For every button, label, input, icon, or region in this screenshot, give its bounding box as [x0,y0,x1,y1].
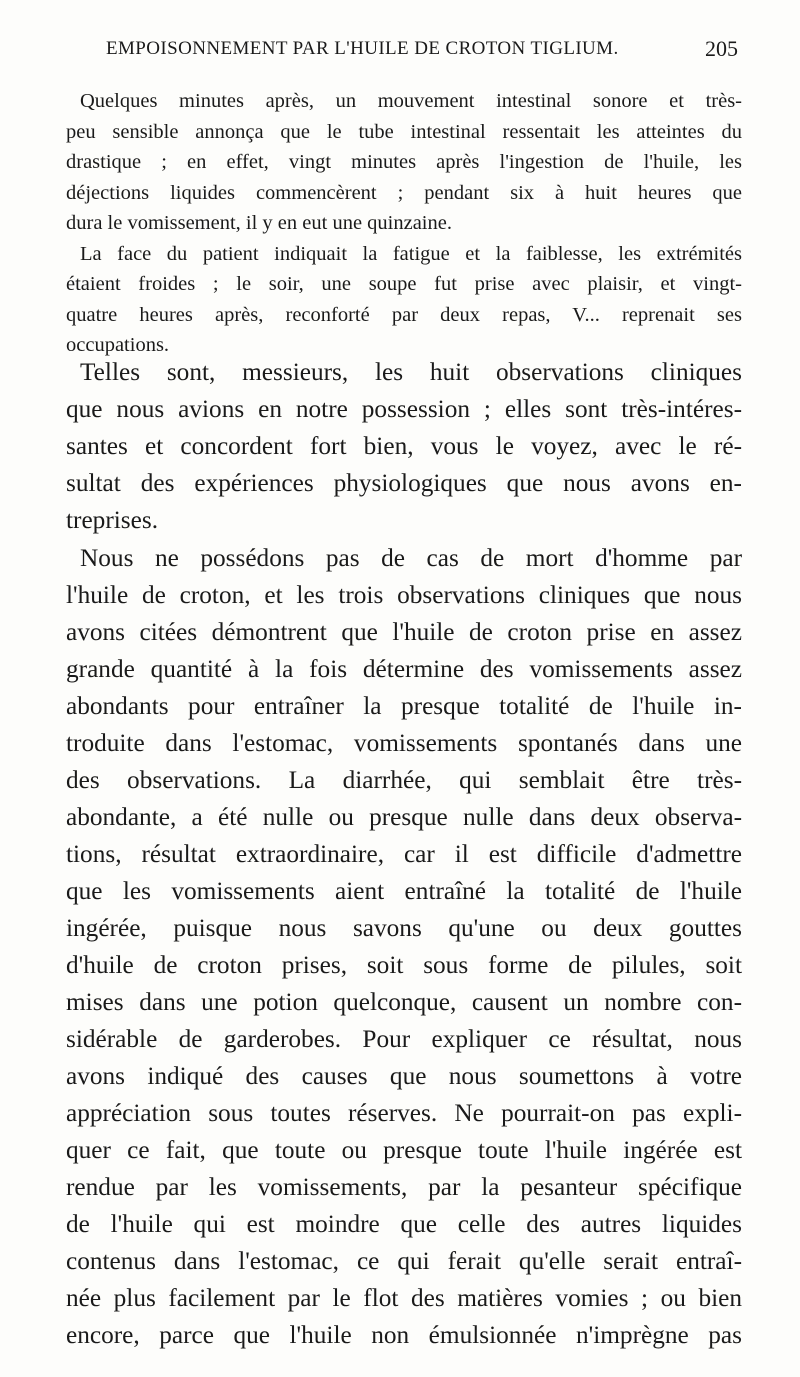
text-line: peu sensible annonça que le tube intestinal ressentait les atteintes du [66,120,742,143]
text-line: étaient froides ; le soir, une soupe fut prise avec plaisir, et vingt- [66,273,742,295]
text-line: appréciation sous toutes réserves. Ne pourrait-on pas expli- [66,1099,742,1127]
text-line: déjections liquides commencèrent ; pendant six à huit heures que [66,181,742,204]
text-line: Nous ne possédons pas de cas de mort d'homme par [80,544,742,572]
text-line: treprises. [66,506,159,534]
text-line: née plus facilement par le flot des matières vomies ; ou bien [66,1284,742,1312]
text-line: La face du patient indiquait la fatigue et la faiblesse, les extrémités [80,242,742,265]
text-line: encore, parce que l'huile non émulsionnée n'imprègne pas [66,1321,742,1349]
text-line: avons citées démontrent que l'huile de croton prise en assez [66,618,742,646]
text-line: contenus dans l'estomac, ce qui ferait qu'elle serait entraî- [66,1247,742,1275]
text-line: que nous avions en notre possession ; elles sont très-intéres- [66,395,742,423]
paragraph [66,540,742,1354]
text-line: santes et concordent fort bien, vous le voyez, avec le ré- [66,432,742,460]
text-line: l'huile de croton, et les trois observations cliniques que nous [66,581,742,609]
text-line: drastique ; en effet, vingt minutes après l'ingestion de l'huile, les [66,151,742,173]
text-line: Quelques minutes après, un mouvement intestinal sonore et très- [80,90,742,112]
running-title: EMPOISONNEMENT PAR L'HUILE DE CROTON TIGLIUM. [106,38,619,59]
text-line: dura le vomissement, il y en eut une quinzaine. [66,212,452,234]
small-print-section [66,86,742,361]
page-header [66,30,742,64]
text-line: grande quantité à la fois détermine des vomissements assez [66,655,742,683]
text-line: abondants pour entraîner la presque totalité de l'huile in- [66,692,742,720]
text-line: avons indiqué des causes que nous soumettons à votre [66,1062,742,1090]
paragraph [66,239,742,361]
text-line: de l'huile qui est moindre que celle des autres liquides [66,1210,742,1238]
text-line: des observations. La diarrhée, qui semblait être très- [66,766,742,794]
main-text-section [66,354,742,1354]
text-line: troduite dans l'estomac, vomissements spontanés dans une [66,729,742,757]
text-line: que les vomissements aient entraîné la totalité de l'huile [66,877,742,905]
paragraph [66,86,742,239]
text-line: d'huile de croton prises, soit sous forme de pilules, soit [66,951,742,979]
paragraph [66,354,742,539]
text-line: tions, résultat extraordinaire, car il est difficile d'admettre [66,840,742,868]
page-number: 205 [705,36,738,61]
text-line: rendue par les vomissements, par la pesanteur spécifique [66,1173,742,1201]
text-line: quer ce fait, que toute ou presque toute l'huile ingérée est [66,1136,742,1164]
text-line: occupations. [66,334,170,356]
text-line: ingérée, puisque nous savons qu'une ou deux gouttes [66,914,742,942]
text-line: sultat des expériences physiologiques que nous avons en- [66,469,742,497]
text-line: quatre heures après, reconforté par deux repas, V... reprenait ses [66,303,742,326]
text-line: abondante, a été nulle ou presque nulle dans deux observa- [66,803,742,831]
text-line: Telles sont, messieurs, les huit observations cliniques [80,358,742,386]
text-line: mises dans une potion quelconque, causent un nombre con- [66,988,742,1016]
text-line: sidérable de garderobes. Pour expliquer ce résultat, nous [66,1025,742,1053]
